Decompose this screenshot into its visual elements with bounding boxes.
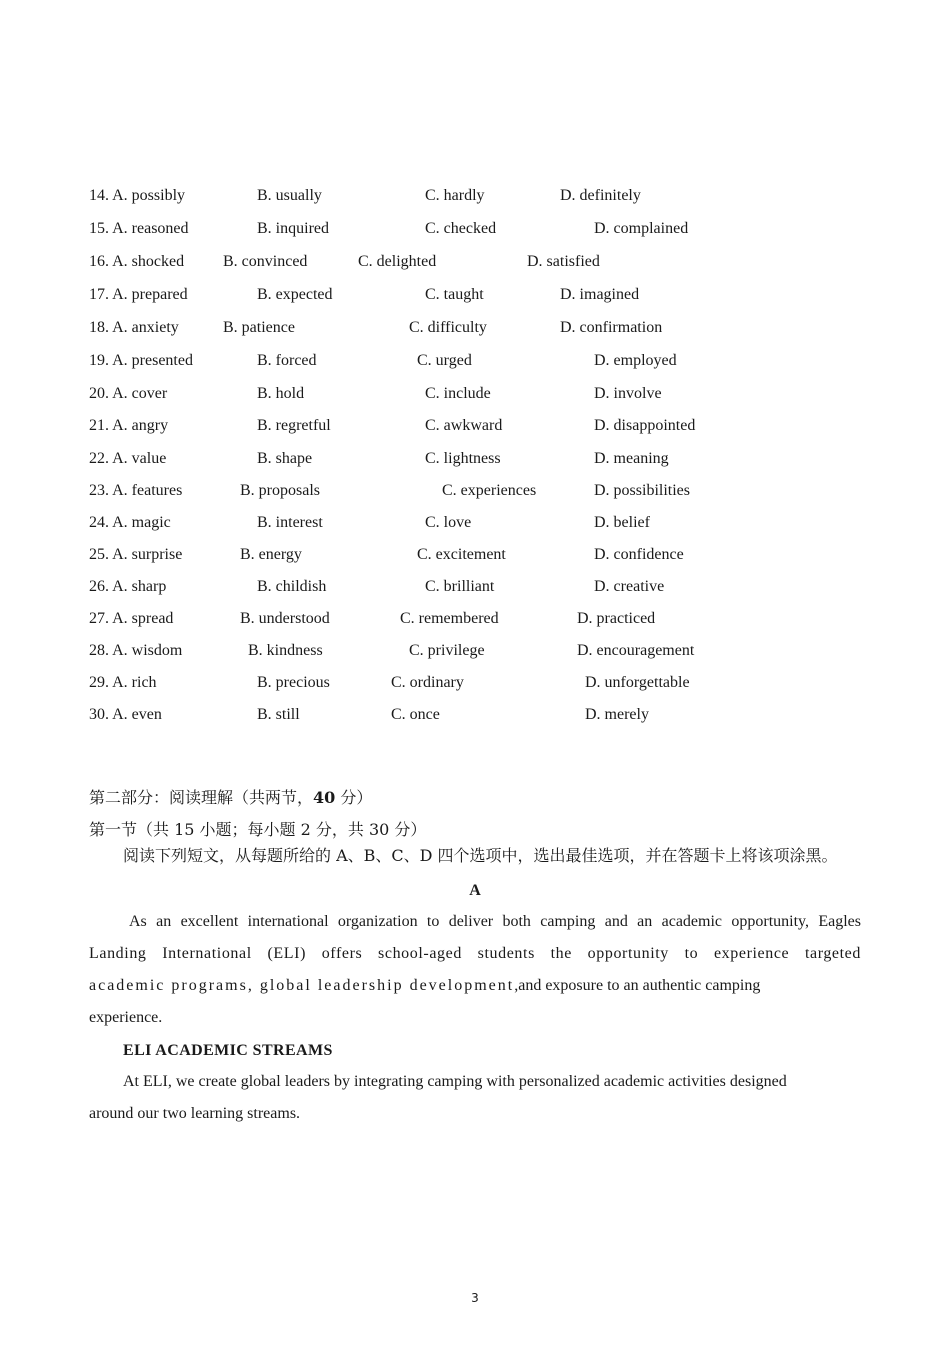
page-number: 3 <box>471 1291 479 1305</box>
option-b: B. regretful <box>257 417 331 434</box>
option-a: 22. A. value <box>89 450 167 467</box>
passage-line: experience. <box>89 1009 163 1026</box>
option-d: D. unforgettable <box>585 674 690 691</box>
option-c: C. brilliant <box>425 578 495 595</box>
option-b: B. expected <box>257 286 333 303</box>
option-a: 16. A. shocked <box>89 253 185 270</box>
option-d: D. merely <box>585 706 649 723</box>
option-b: B. inquired <box>257 220 329 237</box>
option-c: C. remembered <box>400 610 499 627</box>
option-b: B. kindness <box>248 642 323 659</box>
option-d: D. belief <box>594 514 650 531</box>
option-b: B. understood <box>240 610 330 627</box>
option-d: D. practiced <box>577 610 656 627</box>
option-a: 17. A. prepared <box>89 286 188 303</box>
option-a: 24. A. magic <box>89 514 171 531</box>
option-d: D. satisfied <box>527 253 600 270</box>
passage-line: academic programs, global leadership development,and exposure to an authentic camping <box>89 977 761 994</box>
option-a: 14. A. possibly <box>89 187 186 204</box>
option-d: D. possibilities <box>594 482 691 499</box>
option-d: D. involve <box>594 385 662 402</box>
option-b: B. usually <box>257 187 322 204</box>
option-a: 23. A. features <box>89 482 183 499</box>
option-c: C. delighted <box>358 253 437 270</box>
option-d: D. complained <box>594 220 689 237</box>
passage-line: As an excellent international organization to deliver both camping and an academic opportunity, Eagles <box>129 913 861 930</box>
option-a: 19. A. presented <box>89 352 193 369</box>
option-d: D. meaning <box>594 450 669 467</box>
instruction-text: 阅读下列短文，从每题所给的 A、B、C、D 四个选项中，选出最佳选项，并在答题卡上将该项涂黑。 <box>123 846 838 865</box>
option-b: B. energy <box>240 546 302 563</box>
option-d: D. employed <box>594 352 677 369</box>
option-c: C. urged <box>417 352 472 369</box>
option-b: B. childish <box>257 578 327 595</box>
option-d: D. disappointed <box>594 417 696 434</box>
option-c: C. lightness <box>425 450 501 467</box>
option-c: C. once <box>391 706 440 723</box>
passage-line: around our two learning streams. <box>89 1105 301 1122</box>
option-a: 29. A. rich <box>89 674 157 691</box>
option-c: C. awkward <box>425 417 503 434</box>
option-a: 18. A. anxiety <box>89 319 179 336</box>
option-a: 15. A. reasoned <box>89 220 189 237</box>
option-b: B. proposals <box>240 482 320 499</box>
option-d: D. definitely <box>560 187 641 204</box>
passage-line: Landing International (ELI) offers school-aged students the opportunity to experience targeted <box>89 945 861 962</box>
option-b: B. forced <box>257 352 317 369</box>
option-b: B. patience <box>223 319 295 336</box>
section-one-title: 第一节（共 15 小题；每小题 2 分，共 30 分） <box>89 820 427 839</box>
option-b: B. convinced <box>223 253 308 270</box>
option-c: C. experiences <box>442 482 537 499</box>
option-c: C. excitement <box>417 546 506 563</box>
passage-line: At ELI, we create global leaders by integrating camping with personalized academic activities designed <box>123 1073 787 1090</box>
option-b: B. hold <box>257 385 305 402</box>
option-b: B. shape <box>257 450 313 467</box>
option-b: B. still <box>257 706 300 723</box>
option-d: D. imagined <box>560 286 640 303</box>
part-two-title: 第二部分：阅读理解（共两节，40 分） <box>89 788 373 807</box>
option-c: C. difficulty <box>409 319 487 336</box>
option-a: 30. A. even <box>89 706 162 723</box>
option-c: C. include <box>425 385 491 402</box>
option-a: 20. A. cover <box>89 385 168 402</box>
option-a: 26. A. sharp <box>89 578 167 595</box>
option-a: 21. A. angry <box>89 417 169 434</box>
option-d: D. encouragement <box>577 642 695 659</box>
option-d: D. confidence <box>594 546 684 563</box>
passage-label: A <box>469 882 481 899</box>
option-d: D. creative <box>594 578 665 595</box>
option-a: 28. A. wisdom <box>89 642 183 659</box>
option-c: C. checked <box>425 220 497 237</box>
option-a: 25. A. surprise <box>89 546 183 563</box>
option-a: 27. A. spread <box>89 610 174 627</box>
option-b: B. interest <box>257 514 323 531</box>
option-c: C. love <box>425 514 472 531</box>
option-c: C. ordinary <box>391 674 464 691</box>
option-c: C. taught <box>425 286 484 303</box>
option-d: D. confirmation <box>560 319 663 336</box>
option-b: B. precious <box>257 674 330 691</box>
section-heading: ELI ACADEMIC STREAMS <box>123 1042 333 1059</box>
option-c: C. privilege <box>409 642 485 659</box>
option-c: C. hardly <box>425 187 485 204</box>
